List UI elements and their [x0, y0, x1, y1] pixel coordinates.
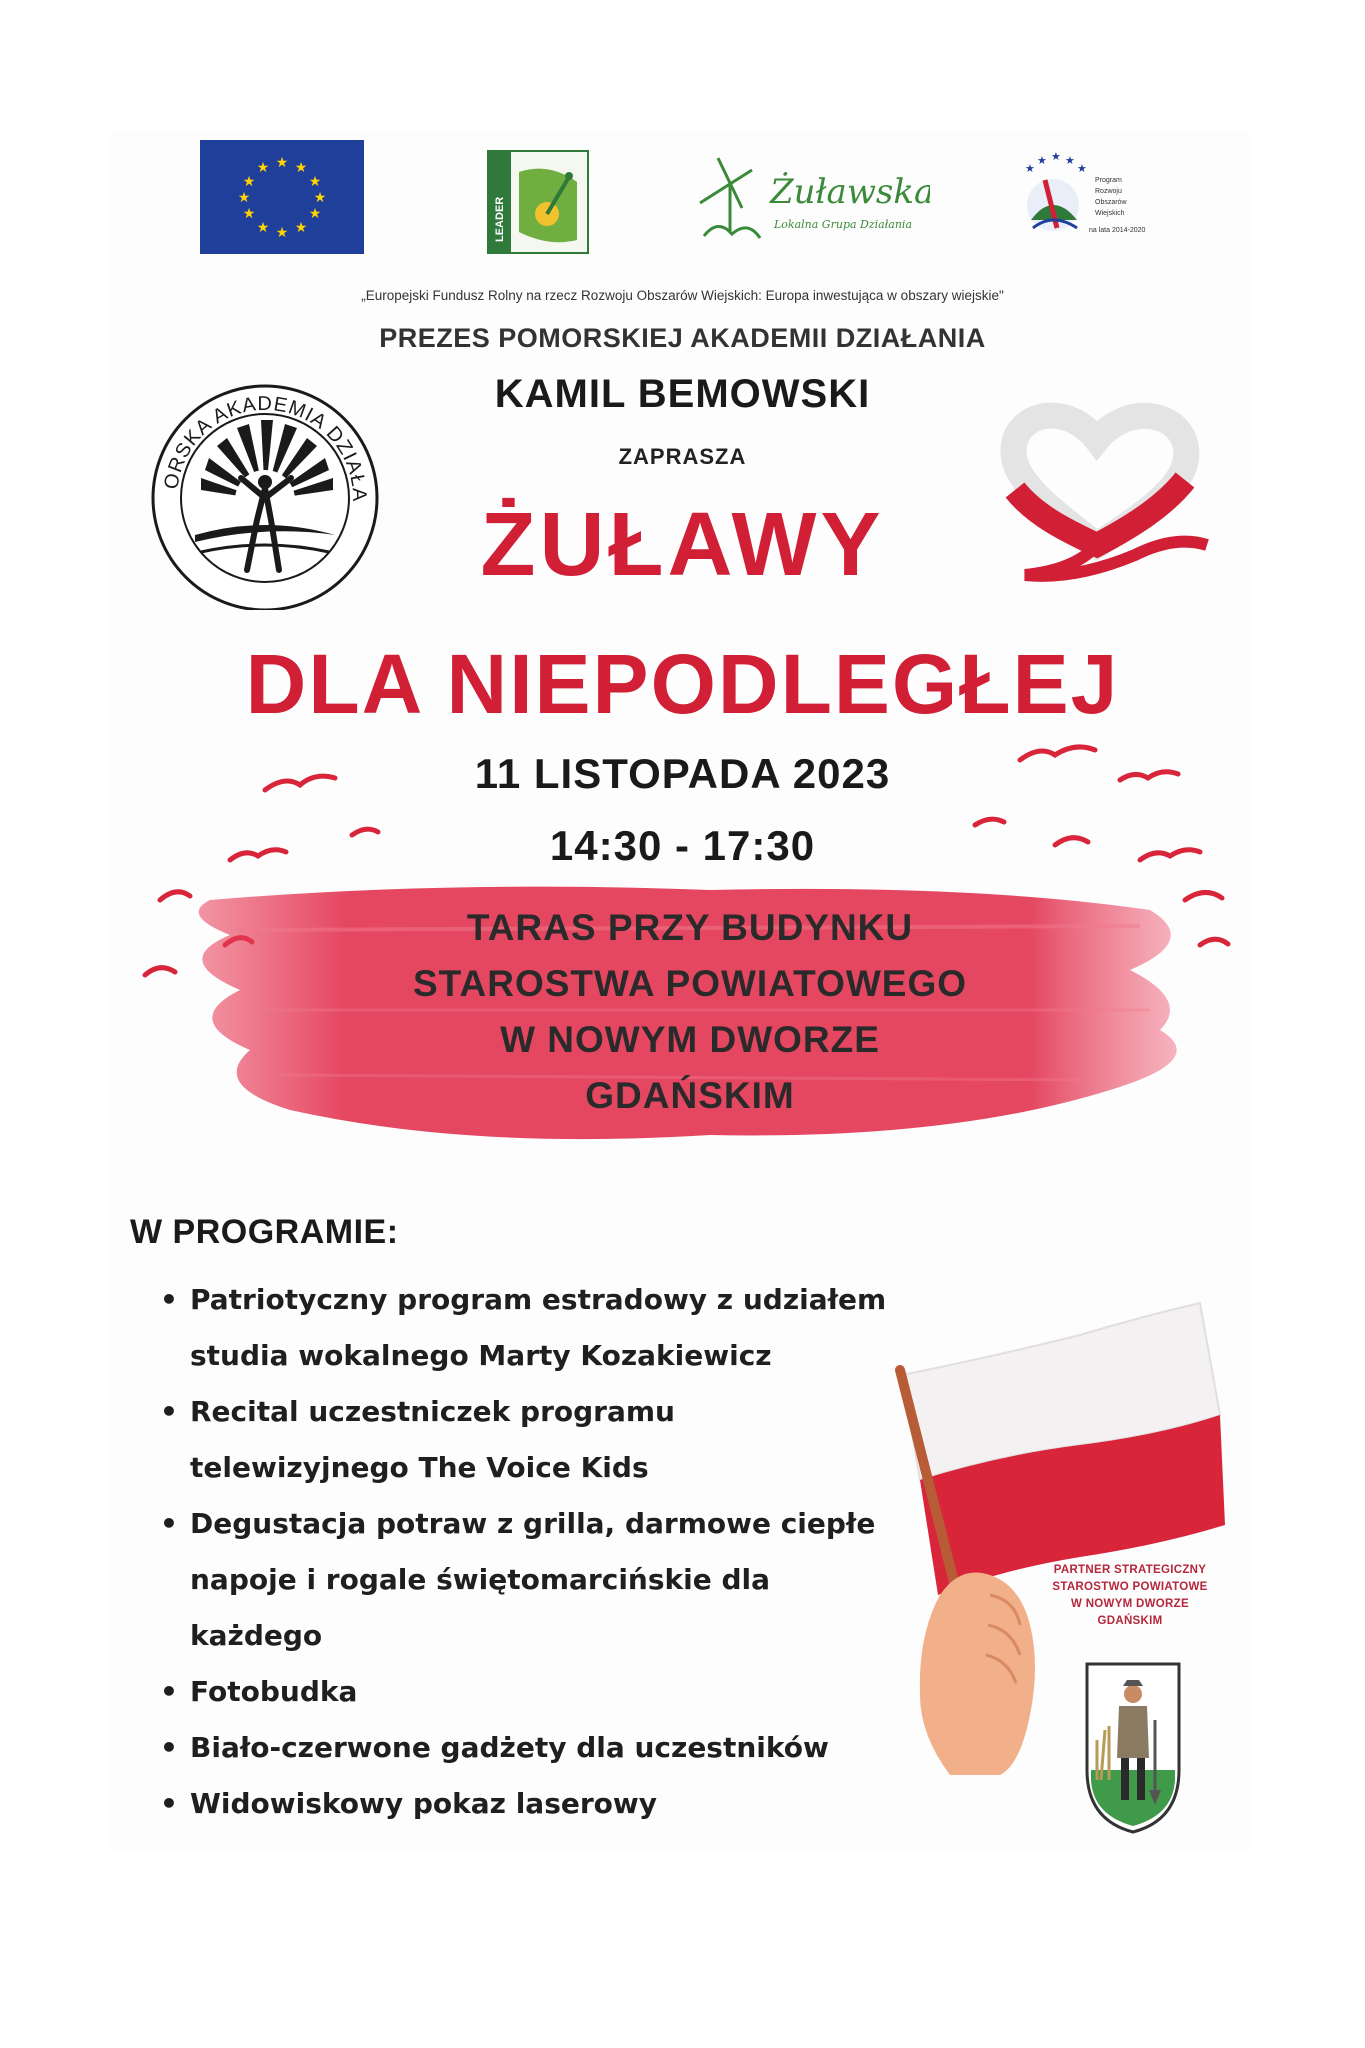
prow-text-5: na lata 2014-2020	[1089, 227, 1146, 234]
svg-text:★: ★	[1025, 162, 1035, 175]
venue-line-1: TARAS PRZY BUDYNKU	[466, 907, 914, 948]
program-item-line: napoje i rogale świętomarcińskie dla	[190, 1563, 771, 1596]
svg-text:★: ★	[275, 225, 289, 241]
svg-text:★: ★	[1051, 150, 1061, 163]
partner-block	[1020, 1562, 1240, 1630]
svg-text:★: ★	[308, 174, 322, 190]
zulawska-name: Żuławska	[770, 172, 930, 212]
event-date: 11 LISTOPADA 2023	[474, 750, 891, 797]
svg-text:★: ★	[242, 206, 256, 222]
prow-logo	[1015, 150, 1165, 254]
svg-text:★: ★	[256, 160, 270, 176]
program-item	[160, 1720, 940, 1776]
partner-line-1: PARTNER STRATEGICZNY	[1053, 1564, 1207, 1576]
venue-block	[250, 900, 1130, 1124]
program-item-line: • Patriotyczny program estradowy z udziałem	[190, 1283, 887, 1316]
svg-text:★: ★	[313, 190, 327, 206]
program-heading: W PROGRAMIE:	[130, 1213, 399, 1251]
svg-text:★: ★	[237, 190, 251, 206]
program-item-line: studia wokalnego Marty Kozakiewicz	[190, 1339, 772, 1372]
prow-text-1: Program	[1095, 177, 1122, 184]
zulawska-lgd-logo	[690, 148, 930, 252]
svg-text:★: ★	[1065, 154, 1075, 167]
flag-in-hand-icon	[880, 1295, 1240, 1775]
program-item-line: • Degustacja potraw z grilla, darmowe ciepłe	[190, 1507, 876, 1540]
fund-note: „Europejski Fundusz Rolny na rzecz Rozwoju Obszarów Wiejskich: Europa inwestująca w obszary wiejskie"	[361, 288, 1004, 303]
svg-text:★: ★	[294, 220, 308, 236]
venue-line-4: GDAŃSKIM	[585, 1075, 795, 1116]
program-item-line: każdego	[190, 1619, 323, 1652]
program-item-line: • Recital uczestniczek programu	[190, 1395, 675, 1428]
partner-line-3: W NOWYM DWORZE	[1071, 1598, 1189, 1610]
program-item-line: • Biało-czerwone gadżety dla uczestników	[190, 1731, 829, 1764]
venue-line-3: W NOWYM DWORZE	[500, 1019, 880, 1060]
venue-line-2: STAROSTWA POWIATOWEGO	[412, 963, 968, 1004]
partner-line-4: GDAŃSKIM	[1097, 1615, 1163, 1627]
program-list	[160, 1272, 940, 1832]
akademia-arc-text: ORSKA AKADEMIA DZIAŁA	[160, 392, 371, 503]
svg-text:★: ★	[1037, 154, 1047, 167]
coat-of-arms-icon	[1083, 1660, 1183, 1835]
svg-text:★: ★	[242, 174, 256, 190]
svg-text:★: ★	[308, 206, 322, 222]
program-item	[160, 1496, 940, 1664]
prow-text-4: Wiejskich	[1095, 210, 1125, 217]
program-item-line: telewizyjnego The Voice Kids	[190, 1451, 649, 1484]
partner-line-2: STAROSTWO POWIATOWE	[1052, 1581, 1208, 1593]
prow-text-3: Obszarów	[1095, 199, 1127, 206]
eu-flag-icon	[200, 140, 364, 254]
program-item	[160, 1384, 940, 1496]
name-line: KAMIL BEMOWSKI	[494, 372, 871, 416]
svg-text:★: ★	[275, 155, 289, 171]
title-line-1: ŻUŁAWY	[480, 495, 885, 595]
svg-text:★: ★	[1077, 162, 1087, 175]
leader-text: LEADER	[494, 196, 506, 242]
invites-line: ZAPRASZA	[618, 444, 747, 469]
event-time: 14:30 - 17:30	[549, 822, 816, 869]
svg-text:★: ★	[256, 220, 270, 236]
program-item	[160, 1272, 940, 1384]
svg-text:★: ★	[294, 160, 308, 176]
leader-logo-icon	[487, 150, 589, 254]
prow-text-2: Rozwoju	[1095, 188, 1122, 195]
president-line: PREZES POMORSKIEJ AKADEMII DZIAŁANIA	[379, 323, 986, 353]
title-line-2: DLA NIEPODLEGŁEJ	[245, 637, 1120, 731]
zulawska-sub: Lokalna Grupa Działania	[774, 218, 913, 231]
program-item-line: • Fotobudka	[190, 1675, 358, 1708]
program-item	[160, 1664, 940, 1720]
program-item	[160, 1776, 940, 1832]
program-item-line: • Widowiskowy pokaz laserowy	[190, 1787, 658, 1820]
